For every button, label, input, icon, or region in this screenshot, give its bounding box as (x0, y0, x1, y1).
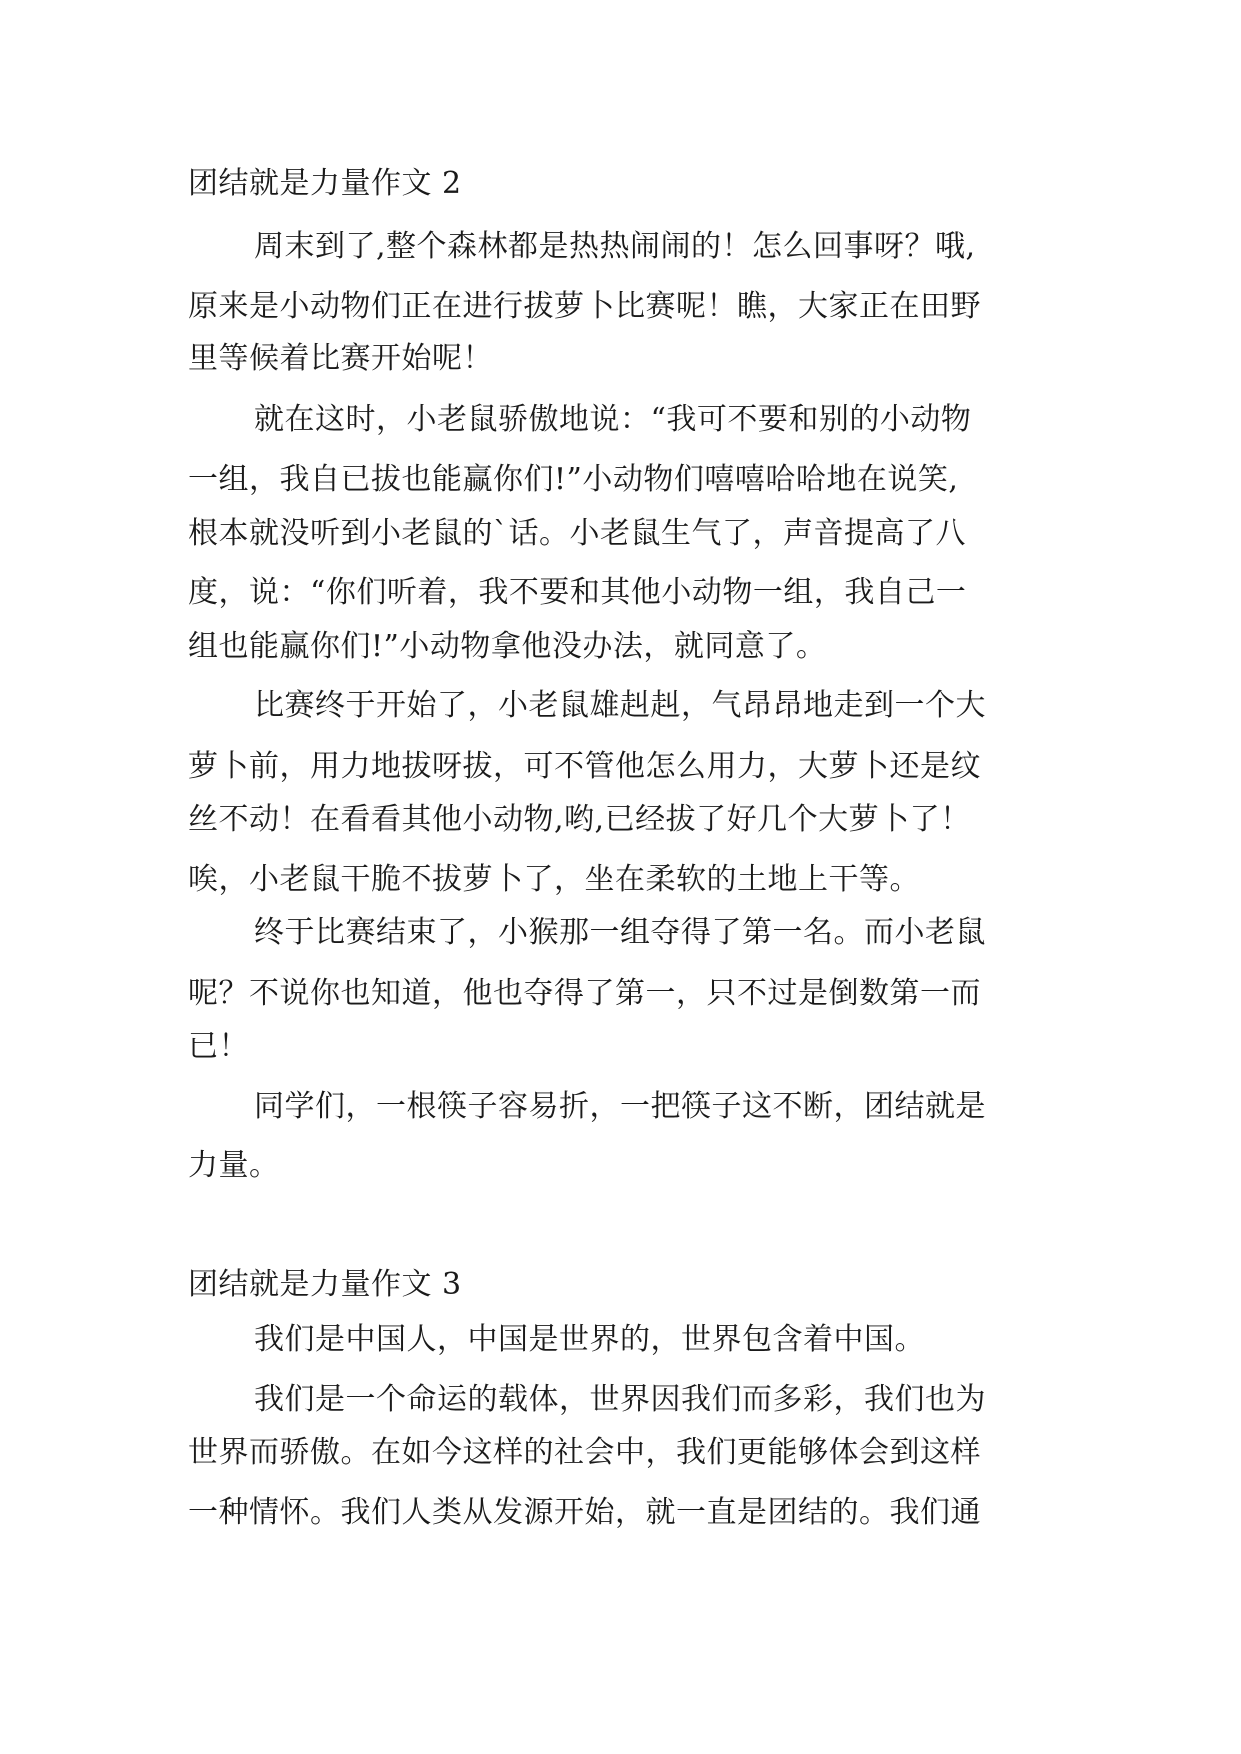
paragraph-line: 一组，我自已拔也能赢你们!”小动物们嘻嘻哈哈地在说笑, (188, 462, 959, 497)
paragraph-line: 萝卜前，用力地拔呀拔，可不管他怎么用力，大萝卜还是纹 (188, 749, 981, 784)
paragraph-line: 同学们，一根筷子容易折，一把筷子这不断，团结就是 (254, 1089, 986, 1124)
paragraph-line: 力量。 (188, 1148, 280, 1183)
paragraph-line: 唉，小老鼠干脆不拔萝卜了，坐在柔软的土地上干等。 (188, 862, 920, 897)
paragraph-line: 一种情怀。我们人类从发源开始，就一直是团结的。我们通 (188, 1495, 981, 1530)
paragraph-line: 我们是中国人，中国是世界的，世界包含着中国。 (254, 1322, 925, 1357)
paragraph-line: 丝不动！在看看其他小动物,哟,已经拔了好几个大萝卜了！ (188, 802, 971, 837)
paragraph-line: 就在这时，小老鼠骄傲地说：“我可不要和别的小动物 (254, 402, 972, 437)
paragraph-line: 世界而骄傲。在如今这样的社会中，我们更能够体会到这样 (188, 1435, 981, 1470)
section-title: 团结就是力量作文 2 (188, 166, 462, 201)
paragraph-line: 原来是小动物们正在进行拔萝卜比赛呢！瞧，大家正在田野 (188, 289, 981, 324)
paragraph-line: 根本就没听到小老鼠的`话。小老鼠生气了，声音提高了八 (188, 516, 966, 551)
section-title: 团结就是力量作文 3 (188, 1267, 462, 1302)
paragraph-line: 我们是一个命运的载体，世界因我们而多彩，我们也为 (254, 1382, 986, 1417)
paragraph-line: 呢？不说你也知道，他也夺得了第一，只不过是倒数第一而 (188, 976, 981, 1011)
paragraph-line: 里等候着比赛开始呢！ (188, 341, 493, 376)
paragraph-line: 组也能赢你们!”小动物拿他没办法，就同意了。 (188, 629, 827, 664)
paragraph-line: 已！ (188, 1029, 249, 1064)
paragraph-line: 比赛终于开始了，小老鼠雄赳赳，气昂昂地走到一个大 (254, 688, 986, 723)
paragraph-line: 终于比赛结束了，小猴那一组夺得了第一名。而小老鼠 (254, 915, 986, 950)
paragraph-line: 周末到了,整个森林都是热热闹闹的！怎么回事呀？哦, (254, 229, 976, 264)
paragraph-line: 度，说：“你们听着，我不要和其他小动物一组，我自己一 (188, 575, 967, 610)
